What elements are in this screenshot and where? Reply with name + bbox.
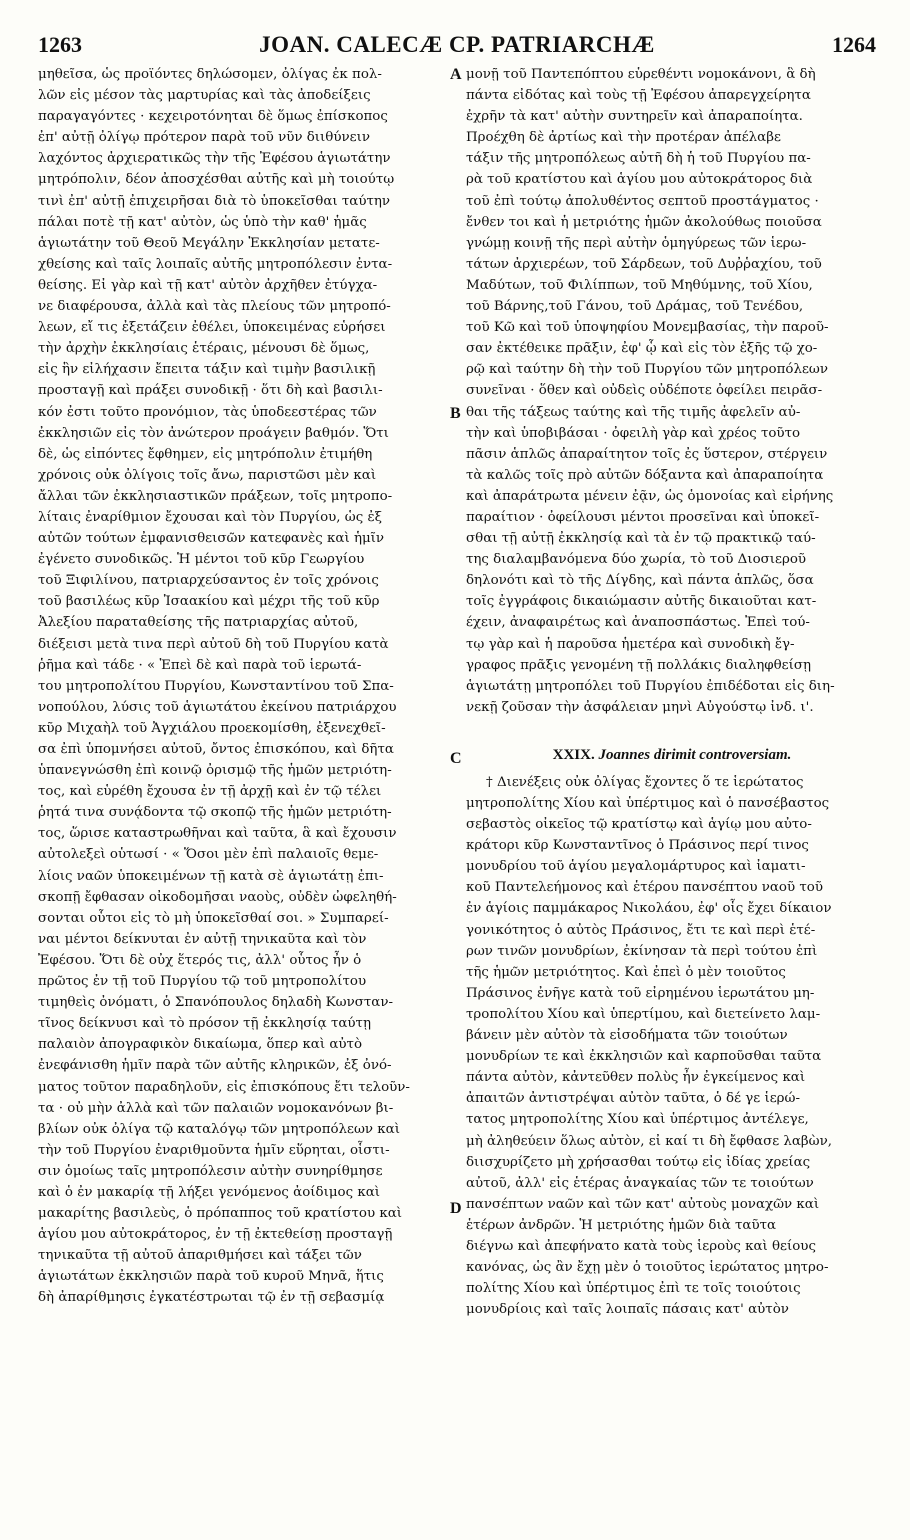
text-line: του μητροπολίτου Πυργίου, Κωνσταντίνου τοῦ Σπα- xyxy=(38,678,394,694)
text-line: τοῦ Κῶ καὶ τοῦ ὑποψηφίου Μονεμβασίας, τὴν παροῦ- xyxy=(466,320,829,336)
text-line: πολίτης Χίου καὶ ὑπέρτιμος ἐπὶ τε τοῖς τοιούτοις xyxy=(466,1281,801,1297)
text-line: διέξεισι μετὰ τινα περὶ αὐτοῦ δὴ τοῦ Πυργίου κατὰ xyxy=(38,636,389,652)
section-number: XXIX. xyxy=(552,746,595,763)
text-line: ρῷ καὶ ταύτην δὴ τὴν τοῦ Πυργίου τῶν μητροπόλεων xyxy=(466,362,828,378)
text-line: τροπολίτου Χίου καὶ ὑπερτίμου, καὶ διετείνετο λαμ- xyxy=(466,1006,821,1022)
text-line: ἀπαιτῶν ἀντιστρέψαι αὐτὸν ταῦτα, ὁ δέ γε ἱερώ- xyxy=(466,1091,800,1107)
text-line: διισχυρίζετο μὴ χρήσασθαι τούτῳ εἰς ἰδίας χρείας xyxy=(466,1154,811,1170)
text-line: τῳ γὰρ καὶ ἡ παροῦσα ἡμετέρα καὶ συνοδικὴ ἔγ- xyxy=(466,636,795,652)
text-line: ἐν ἁγίοις παμμάκαρος Νικολάου, ἐφ' οἷς ἔχει δίκαιον xyxy=(466,901,832,917)
text-line: γραφος πρᾶξις γενομένη τῇ πολλάκις διαληφθείσῃ xyxy=(466,657,812,673)
text-line: κόν ἐστι τοῦτο προνόμιον, τὰς ὑποδεεστέρας τῶν xyxy=(38,404,377,420)
text-line: τοῦ Ξιφιλίνου, πατριαρχεύσαντος ἐν τοῖς χρόνοις xyxy=(38,573,379,589)
text-line: τὰ καλῶς τοῖς πρὸ αὐτῶν δόξαντα καὶ ἀπαραποίητα xyxy=(466,467,824,483)
text-line: γονικότητος ὁ αὐτὸς Πράσινος, ἔτι τε καὶ περὶ ἑτέ- xyxy=(466,922,816,938)
text-line: βλίων οὐκ ὀλίγα τῷ καταλόγῳ τῶν μητροπόλεων καὶ xyxy=(38,1121,400,1137)
text-line: τὴν καὶ ὑποβιβάσαι · ὀφειλὴ γὰρ καὶ χρέος τοῦτο xyxy=(466,425,801,441)
text-line: ρὰ τοῦ κρατίστου καὶ ἁγίου μου αὐτοκράτορος διὰ xyxy=(466,172,813,188)
text-line: ματος τοῦτον παραδηλοῦν, εἰς ἐπισκόπους ἔτι τελοῦν- xyxy=(38,1079,410,1095)
text-line: σκοπῇ ἔφθασαν οἰκοδομῆσαι ναοὺς, οὐδὲν ὠφεληθή- xyxy=(38,889,397,905)
text-line: σιν ὁμοίως ταῖς μητροπόλεσιν αὐτὴν συνηρίθμησε xyxy=(38,1163,383,1179)
text-line: σονται οὗτοι εἰς τὸ μὴ ὑποκεῖσθαί σοι. » Συμπαρεί- xyxy=(38,910,389,926)
text-line: νεκῇ ζοῦσαν τὴν ἀσφάλειαν μηνὶ Αὐγούστῳ ἰνδ. ι'. xyxy=(466,699,814,715)
text-line: μονυδρίου τοῦ ἁγίου μεγαλομάρτυρος καὶ ἰαματι- xyxy=(466,859,806,875)
text-line: της διαλαμβανόμενα δύο χωρία, τὸ τοῦ Διοσιεροῦ xyxy=(466,552,807,568)
text-line: τοῖς ἐγγράφοις δικαιώμασιν αὐτῆς δικαιοῦται κατ- xyxy=(466,594,817,610)
text-line: βάνειν μὲν αὐτὸν τὰ εἰσοδήματα τῶν τοιούτων xyxy=(466,1028,788,1044)
text-line: θαι τῆς τάξεως ταύτης καὶ τῆς τιμῆς ἀφελεῖν αὐ- xyxy=(466,404,801,420)
text-line: τοῦ βασιλέως κῦρ Ἰσαακίου καὶ μέχρι τῆς τοῦ κῦρ xyxy=(38,594,380,610)
text-line: τατος μητροπολίτης Χίου καὶ ὑπέρτιμος ἀντέλεγε, xyxy=(466,1112,809,1128)
text-line: ἁγιωτάτῃ μητροπόλει τοῦ Πυργίου ἐπιδέδοται εἰς διη- xyxy=(466,678,835,694)
text-line: νε διαφέρουσα, ἀλλὰ καὶ τὰς πλείους τῶν μητροπό- xyxy=(38,299,391,315)
text-line: ἐπ' αὐτῇ ὀλίγῳ πρότερον παρὰ τοῦ νῦν διιθύνειν xyxy=(38,130,370,146)
text-line: μητροπολίτης Χίου καὶ ὑπέρτιμος καὶ ὁ πανσέβαστος xyxy=(466,796,830,811)
text-line: ἐνεφάνισθη ἡμῖν παρὰ τῶν αὐτῆς κληρικῶν, ἐξ ὀνό- xyxy=(38,1058,392,1074)
text-line: παραγαγόντες · κεχειροτόνηται δὲ ὅμως ἐπίσκοπος xyxy=(38,109,388,125)
text-line: πάντα εἰδότας καὶ τοὺς τῇ Ἐφέσου ἀπαρεγχείρητα xyxy=(466,88,811,104)
right-column-bottom-text xyxy=(466,772,878,1320)
text-line: σα ἐπὶ ὑπομνήσει αὐτοῦ, ὄντος ἐπισκόπου, καὶ δῆτα xyxy=(38,742,394,757)
text-line: πᾶσιν ἁπλῶς ἀπαραίτητον τοῖς ἐς ὕστερον, στέργειν xyxy=(466,446,828,462)
text-line: δὲ, ὡς εἰπόντες ἔφθημεν, εἰς μητρόπολιν ἐτιμήθη xyxy=(38,446,373,462)
text-line: ἁγιωτάτην τοῦ Θεοῦ Μεγάλην Ἐκκλησίαν μετατε- xyxy=(38,235,380,251)
text-line: Προέχθη δὲ ἀρτίως καὶ τὴν προτέραν ἀπέλαβε xyxy=(466,130,781,146)
margin-marker-a: A xyxy=(450,66,462,83)
text-line: ρων τινῶν μονυδρίων, ἐκίνησαν τὰ περὶ τούτου ἐπὶ xyxy=(466,943,818,959)
text-line: ἔνθεν τοι καὶ ἡ μετριότης ἡμῶν ἀκολούθως ποιοῦσα xyxy=(466,214,822,230)
text-line: τῆς ἡμῶν μετριότητος. Καὶ ἐπεὶ ὁ μὲν τοιοῦτος xyxy=(466,964,786,980)
text-line: κῦρ Μιχαὴλ τοῦ Ἀγχιάλου προεκομίσθη, ἐξενεχθεῖ- xyxy=(38,720,386,736)
text-line: μακαρίτης βασιλεὺς, ὁ πρόπαππος τοῦ κρατίστου καὶ xyxy=(38,1206,403,1222)
text-line: κράτορι κῦρ Κωνσταντῖνος ὁ Πράσινος περί τινος xyxy=(466,838,809,854)
right-column-top-text xyxy=(466,64,878,718)
text-line: μονῇ τοῦ Παντεπόπτου εὑρεθέντι νομοκάνονι, ἃ δὴ xyxy=(466,67,816,82)
text-line: παραίτιον · ὀφείλουσι μέντοι προσεῖναι καὶ ὑποκεῖ- xyxy=(466,509,820,525)
page-number-right: 1264 xyxy=(832,32,876,57)
section-title: Joannes dirimit controversiam. xyxy=(598,746,792,763)
text-line: σεβαστὸς οἰκεῖος τῷ κρατίστῳ καὶ ἁγίῳ μου αὐτο- xyxy=(466,817,812,833)
text-line: ἐκκλησιῶν εἰς τὸν ἀνώτερον προάγειν βαθμόν. Ὅτι xyxy=(38,425,389,441)
text-line: σθαι τῇ αὐτῇ ἐκκλησίᾳ καὶ τὰ ἐν τῷ πρακτικῷ ταύ- xyxy=(466,531,816,547)
text-line: ἑτέρων ἀνδρῶν. Ἡ μετριότης ἡμῶν διὰ ταῦτα xyxy=(466,1217,777,1233)
text-line: αὐτῶν τούτων ἐμφανισθεισῶν κατεφανὲς καὶ ἡμῖν xyxy=(38,531,385,547)
text-line: πρῶτος ἐν τῇ τοῦ Πυργίου τῷ τοῦ μητροπολίτου xyxy=(38,974,367,990)
text-line: δὴ ἀπαρίθμησις ἐγκατέστρωται τῷ ἐν τῇ σεβασμίᾳ xyxy=(38,1290,385,1306)
text-line: † Διενέξεις οὐκ ὀλίγας ἔχοντες ὅ τε ἱερώτατος xyxy=(486,774,804,790)
text-line: αὐτολεξεὶ οὑτωσί · « Ὅσοι μὲν ἐπὶ παλαιοῖς θεμε- xyxy=(38,847,379,863)
text-line: τινὶ ἐπ' αὐτῇ ἐπιχειρῆσαι διὰ τὸ ὑποκεῖσθαι ταύτην xyxy=(38,193,391,209)
left-column xyxy=(38,64,448,1309)
text-line: λῶν εἰς μέσον τὰς μαρτυρίας καὶ τὰς ἀποδείξεις xyxy=(38,88,371,104)
text-line: αὐτοῦ, ἀλλ' εἰς ἑτέρας ἀναγκαίας τῶν τε τοιούτων xyxy=(466,1175,814,1191)
text-line: κανόνας, ὡς ἂν ἔχῃ μὲν ὁ τοιοῦτος ἱερώτατος μητρο- xyxy=(466,1260,829,1276)
page-number-left: 1263 xyxy=(38,32,82,57)
text-line: δηλονότι καὶ τὸ τῆς Δίγδης, καὶ πάντα ἁπλῶς, ὅσα xyxy=(466,573,814,589)
text-line: Μαδύτων, τοῦ Φιλίππων, τοῦ Μηθύμνης, τοῦ Χίου, xyxy=(466,277,813,293)
text-line: τηνικαῦτα τῇ αὐτοῦ ἀπαριθμήσει καὶ τάξει τῶν xyxy=(38,1248,362,1264)
text-line: διέγνω καὶ ἀπεφήνατο κατὰ τοὺς ἱεροὺς καὶ θείους xyxy=(466,1238,816,1254)
text-line: χθείσης καὶ ταῖς λοιπαῖς αὐτῆς μητροπόλεσιν ἐντα- xyxy=(38,256,393,272)
text-line: γνώμῃ κοινῇ τῆς περὶ αὐτὴν ὁμηγύρεως τῶν ἱερω- xyxy=(466,235,807,251)
text-line: τιμηθεὶς ὀνόματι, ὁ Σπανόπουλος δηλαδὴ Κωνσταν- xyxy=(38,995,393,1011)
margin-marker-d: D xyxy=(450,1200,462,1217)
text-line: κοῦ Παντελεήμονος καὶ ἑτέρου πανσέπτου ναοῦ τοῦ xyxy=(466,880,823,896)
text-line: ὑπανεγνώσθη ἐπὶ κοινῷ ὀρισμῷ τῆς ἡμῶν μετριότη- xyxy=(38,763,392,779)
text-line: έχειν, ἀναφαιρέτως καὶ ἀναποσπάστως. Ἐπεὶ τού- xyxy=(466,615,810,631)
text-line: τάξιν τῆς μητροπόλεως αὐτῆ δὴ ἡ τοῦ Πυργίου πα- xyxy=(466,151,811,167)
text-line: ναι μέντοι δείκνυται ἐν αὐτῇ τηνικαῦτα καὶ τὸν xyxy=(38,931,367,947)
text-line: τῖνος δείκνυσι καὶ τὸ πρόσον τῇ ἐκκλησίᾳ ταύτῃ xyxy=(38,1016,371,1032)
text-line: πανσέπτων ναῶν καὶ τῶν κατ' αὐτοὺς μοναχῶν καὶ xyxy=(466,1196,820,1212)
text-line: λεων, εἴ τις ἐξετάζειν ἐθέλει, ὑποκειμένας εὑρήσει xyxy=(38,320,386,336)
text-line: Πράσινος ἐνῆγε κατὰ τοῦ εἰρημένου ἱερωτάτου μη- xyxy=(466,985,815,1001)
text-line: λαχόντος ἀρχιερατικῶς τὴν τῆς Ἐφέσου ἁγιωτάτην xyxy=(38,151,391,167)
text-line: μὴ ἀληθεύειν ὅλως αὐτὸν, εἰ καί τι δὴ ἔφθασε λαβὼν, xyxy=(466,1133,832,1149)
text-line: χρόνοις οὐκ ὀλίγοις τοῖς ἄνω, παριστῶσι μὲν καὶ xyxy=(38,467,377,483)
text-line: τάτων ἀρχιερέων, τοῦ Σάρδεων, τοῦ Δυῤῥαχίου, τοῦ xyxy=(466,256,822,272)
text-line: ἐγένετο συνοδικῶς. Ἡ μέντοι τοῦ κῦρ Γεωργίου xyxy=(38,552,365,568)
text-line: εἰς ἣν εἰλήχασιν ἔπειτα τάξιν καὶ τιμὴν βασιλικῇ xyxy=(38,362,376,378)
text-line: πάντα αὐτὸν, κἀντεῦθεν πολὺς ἦν ἐγκείμενος καὶ xyxy=(466,1070,806,1086)
text-line: καὶ ὁ ἐν μακαρίᾳ τῇ λήξει γενόμενος ἀοίδιμος καὶ xyxy=(38,1184,381,1200)
section-heading xyxy=(466,738,878,772)
margin-marker-b: B xyxy=(450,405,461,422)
text-line: τοῦ Βάρνης,τοῦ Γάνου, τοῦ Δράμας, τοῦ Τενέδου, xyxy=(466,299,804,315)
text-line: Ἐφέσου. Ὅτι δὲ οὐχ ἕτερός τις, ἀλλ' οὗτος ἦν ὁ xyxy=(38,952,362,968)
text-line: παλαιὸν ἀπογραφικὸν δικαίωμα, ὅπερ καὶ αὐτὸ xyxy=(38,1037,363,1053)
running-header xyxy=(38,32,876,62)
text-line: νοπούλου, λύσις τοῦ ἁγιωτάτου ἐκείνου πατριάρχου xyxy=(38,699,397,715)
text-line: σαν ἐκτέθεικε πρᾶξιν, ἐφ' ᾧ καὶ εἰς τὸν ἑξῆς τῷ χο- xyxy=(466,341,818,357)
text-line: λίοις ναῶν ὑποκειμένων τῇ κατὰ σὲ ἁγιωτάτῃ ἐπι- xyxy=(38,868,384,884)
text-line: συνεῖναι · ὅθεν καὶ οὐδεὶς οὐδέποτε ὀφείλει πειρᾶσ- xyxy=(466,383,823,399)
text-line: ῥητά τινα συνᾴδοντα τῷ σκοπῷ τῆς ἡμῶν μετριότη- xyxy=(38,805,392,821)
text-line: ἄλλαι τῶν ἐκκλησιαστικῶν πράξεων, τοῖς μητροπο- xyxy=(38,488,393,504)
margin-marker-c: C xyxy=(450,750,462,767)
text-line: λίταις ἐναρίθμιον ἔχουσαι καὶ τὸν Πυργίου, ὡς ἐξ xyxy=(38,509,383,525)
text-line: ἐχρῆν τὰ κατ' αὐτὴν συντηρεῖν καὶ ἀπαραποίητα. xyxy=(466,109,803,125)
text-line: καὶ ἀπαράτρωτα μένειν ἐᾷν, ὡς ὁμονοίας καὶ εἰρήνης xyxy=(466,488,834,504)
text-line: μηθεῖσα, ὡς προϊόντες δηλώσομεν, ὀλίγας ἐκ πολ- xyxy=(38,67,382,82)
text-line: Ἀλεξίου παραταθείσης τῆς πατριαρχίας αὐτοῦ, xyxy=(38,615,359,631)
text-line: ἁγιωτάτων ἐκκλησιῶν παρὰ τοῦ κυροῦ Μηνᾶ, ἥτις xyxy=(38,1269,384,1285)
text-line: τοῦ ἐπὶ τούτῳ ἀπολυθέντος σεπτοῦ προστάγματος · xyxy=(466,193,819,209)
text-line: τὴν τοῦ Πυργίου ἐναριθμοῦντα ἡμῖν εὕρηται, οἷστι- xyxy=(38,1142,390,1158)
text-line: ῥῆμα καὶ τάδε · « Ἐπεὶ δὲ καὶ παρὰ τοῦ ἱερωτά- xyxy=(38,657,362,673)
text-line: θείσης. Εἰ γὰρ καὶ τῇ κατ' αὐτὸν ἀρχῆθεν ἐτύγχα- xyxy=(38,277,378,293)
text-line: τὴν ἀρχὴν ἐκκλησίαις ἑτέραις, μένουσι δὲ ὅμως, xyxy=(38,341,370,357)
right-column xyxy=(466,64,878,1320)
text-line: μονυδρίων τε καὶ ἐκκλησιῶν καὶ καρποῦσθαι ταῦτα xyxy=(466,1049,822,1065)
text-line: τος, καὶ εὑρέθη ἔχουσα ἐν τῇ ἀρχῇ καὶ ἐν τῷ τέλει xyxy=(38,784,382,800)
running-title: JOAN. CALECÆ CP. PATRIARCHÆ xyxy=(259,32,655,57)
text-line: προσταγῇ καὶ πράξει συνοδικῇ · ὅτι δὴ καὶ βασιλι- xyxy=(38,383,383,399)
text-line: πάλαι ποτὲ τῇ κατ' αὐτὸν, ὡς ὑπὸ τὴν καθ' ἡμᾶς xyxy=(38,214,367,230)
text-line: μονυδρίοις καὶ ταῖς λοιπαῖς πάσαις κατ' αὐτὸν xyxy=(466,1302,789,1318)
text-line: τος, ὥρισε καταστρωθῆναι καὶ ταῦτα, ἃ καὶ ἔχουσιν xyxy=(38,826,397,842)
text-line: ἁγίου μου αὐτοκράτορος, ἐν τῇ ἐκτεθείσῃ προσταγῇ xyxy=(38,1227,393,1243)
text-line: μητρόπολιν, δέον ἀποσχέσθαι αὐτῆς καὶ μὴ τοιούτῳ xyxy=(38,172,395,188)
text-line: τα · οὐ μὴν ἀλλὰ καὶ τῶν παλαιῶν νομοκανόνων βι- xyxy=(38,1100,394,1116)
